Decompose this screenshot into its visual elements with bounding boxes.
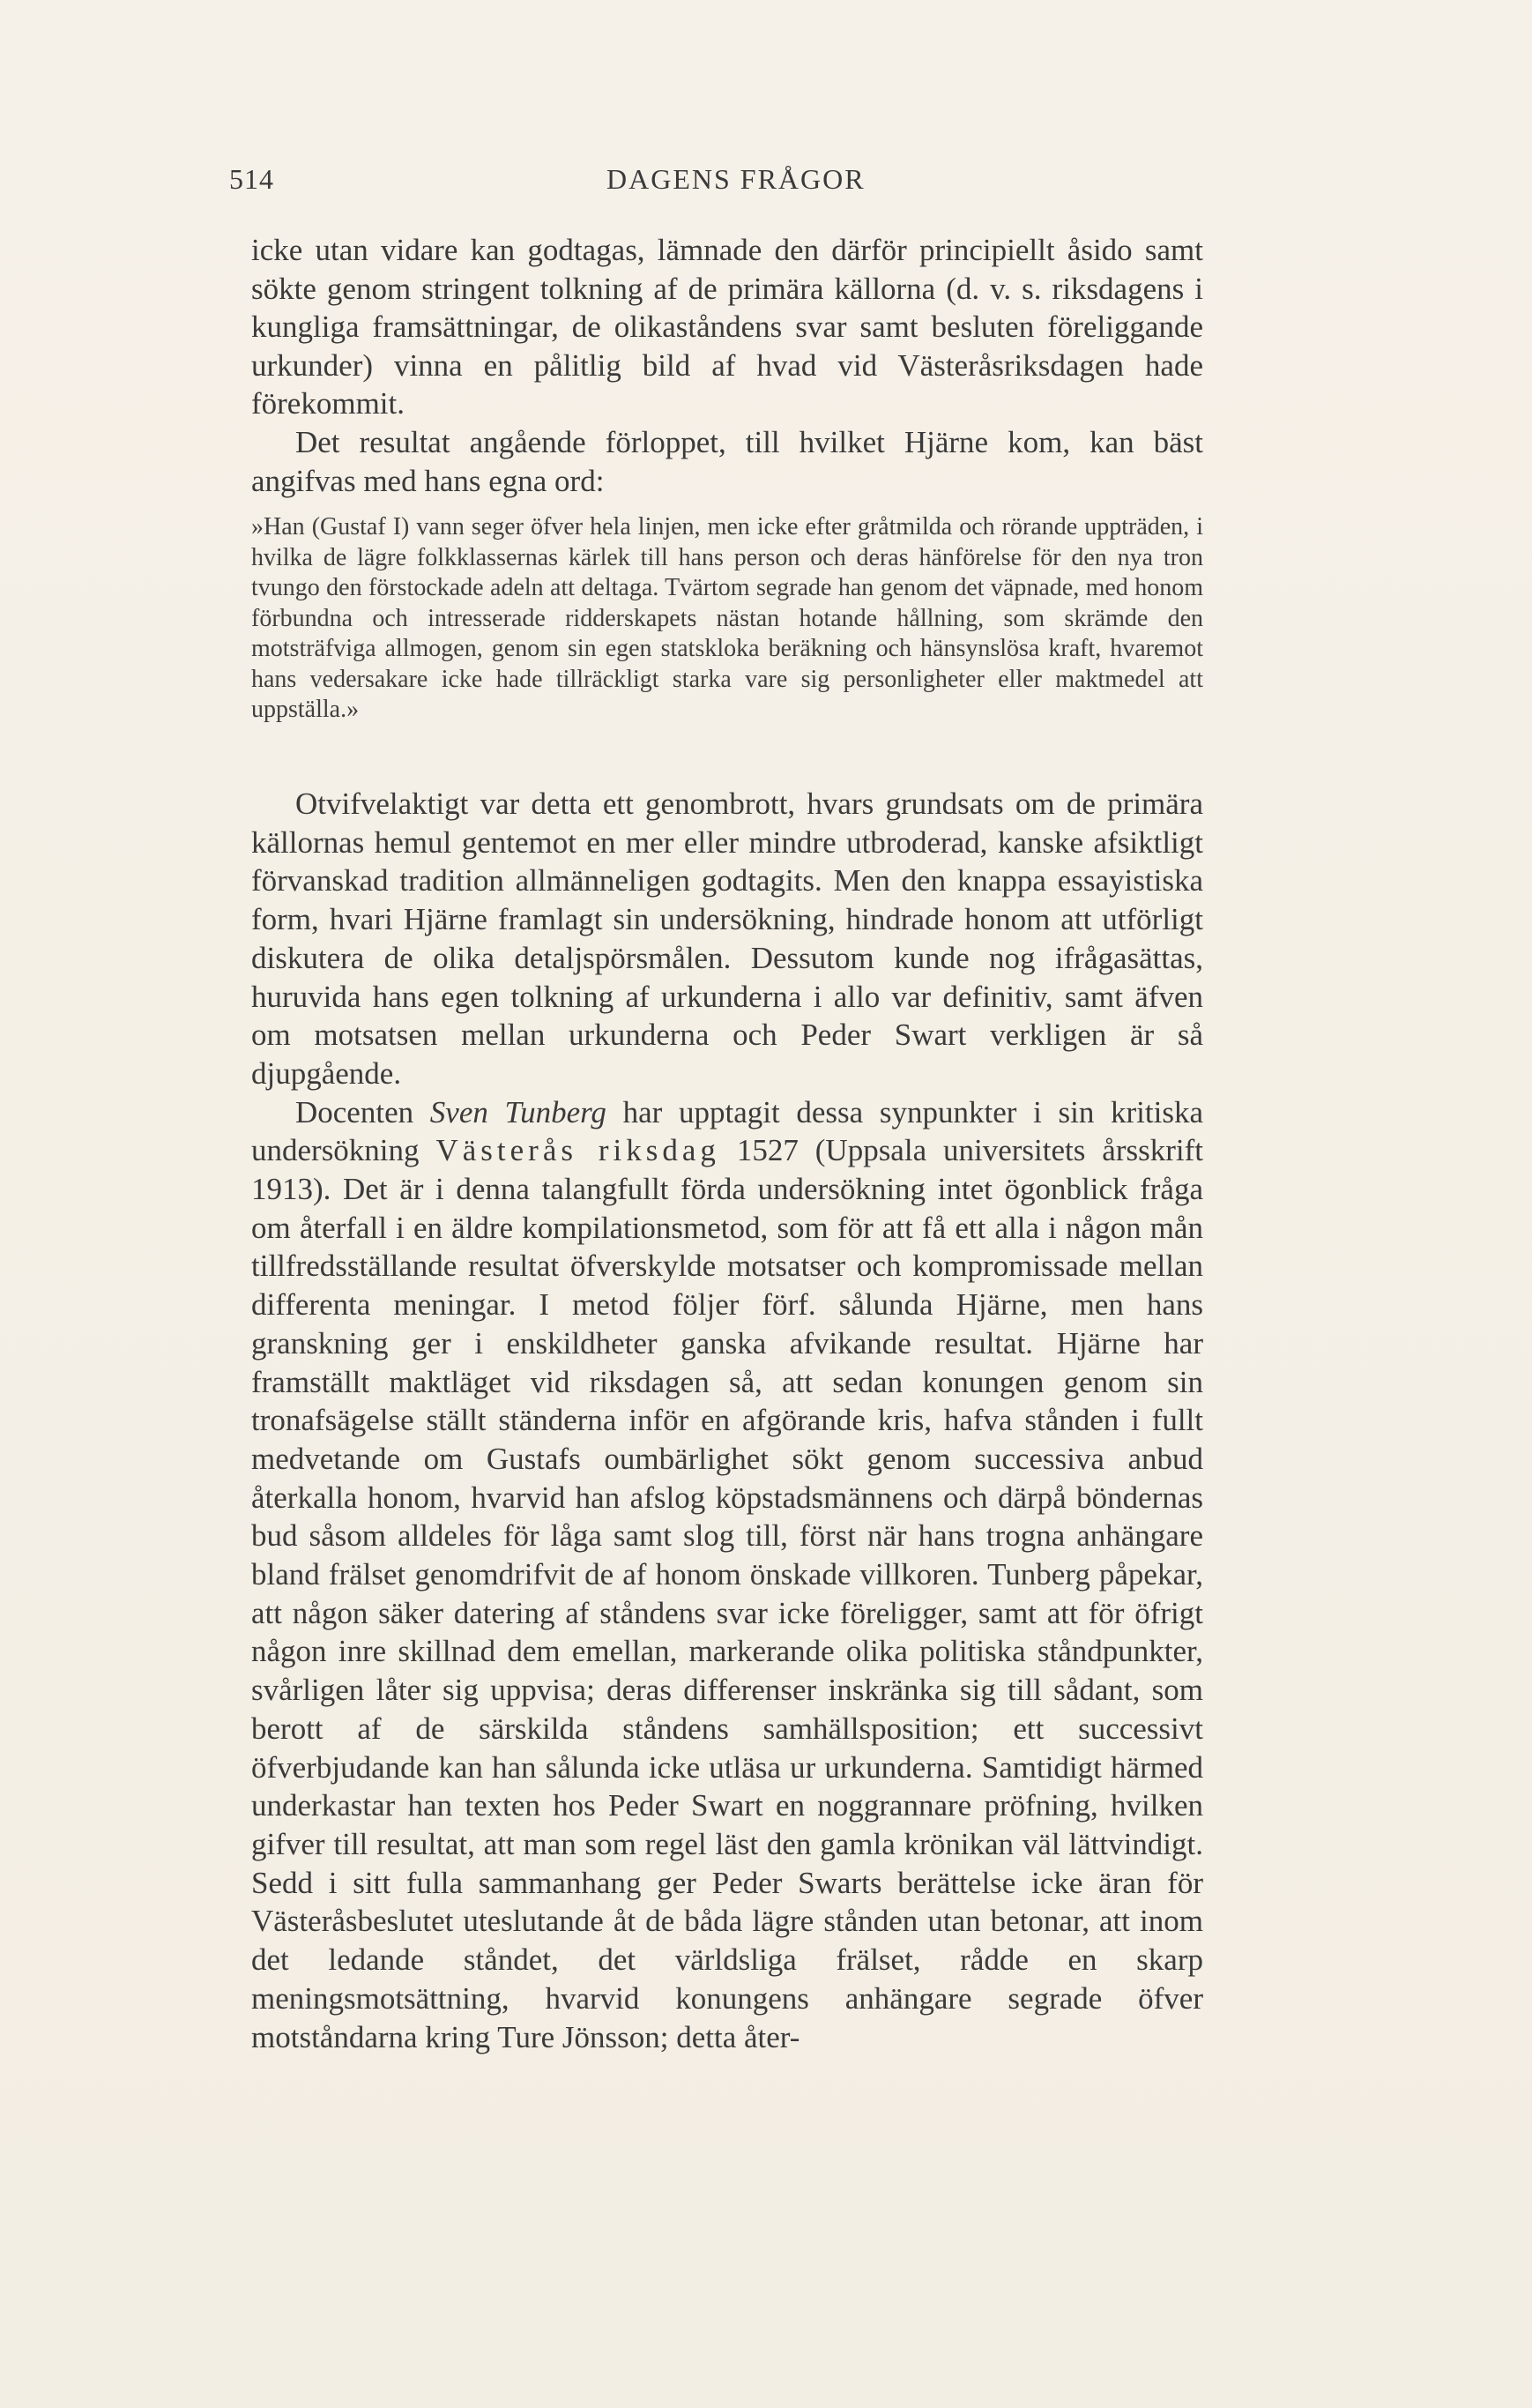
running-title: DAGENS FRÅGOR xyxy=(606,163,866,195)
author-name: Sven Tunberg xyxy=(429,1094,606,1129)
work-title: Västerås riksdag xyxy=(435,1133,720,1168)
block-quote: »Han (Gustaf I) vann seger öfver hela linjen, men icke efter gråtmilda och rörande uppträden, i hvilka de lägre folkklassernas kärlek till hans person och deras hänförelse för den nya tron tvungo den förstockade adeln att deltaga. Tvärtom segrade han genom det väpnade, med honom förbundna och intresserade ridderskapets nästan hotande hållning, som skrämde den motsträfviga allmogen, genom sin egen statskloka beräkning och hänsynslösa kraft, hvaremot hans vedersakare icke hade tillräckligt starka vare sig personligheter eller maktmedel att uppställa.» xyxy=(251,513,1203,724)
intro-text xyxy=(251,231,1203,738)
paragraph-4-start: Docenten xyxy=(295,1094,414,1129)
page-number: 514 xyxy=(229,163,274,195)
paragraph-1: icke utan vidare kan godtagas, lämnade den därför principiellt åsido samt sökte genom stringent tolkning af de primära källorna (d. v. s. riksdagens i kungliga framsättningar, de olikaståndens svar samt besluten föreliggande urkunder) vinna en pålitlig bild af hvad vid Västeråsriksdagen hade förekommit. xyxy=(251,233,1203,421)
page-header xyxy=(229,163,1199,198)
paragraph-4-mid: har upptagit dessa synpunkter i sin kritiska undersökning xyxy=(251,1094,1204,1168)
paragraph-4 xyxy=(251,1093,1203,2057)
paragraph-3: Otvifvelaktigt var detta ett genombrott, hvars grundsats om de primära källornas hemul gentemot en mer eller mindre utbroderad, kanske afsiktligt förvanskad tradition allmänneligen godtagits. Men den knappa essayistiska form, hvari Hjärne framlagt sin undersökning, hindrade honom att utförligt diskutera de olika detaljspörsmålen. Dessutom kunde nog ifrågasättas, huruvida hans egen tolkning af urkunderna i allo var definitiv, samt äfven om motsatsen mellan urkunderna och Peder Swart verkligen är så djupgående. xyxy=(251,787,1203,1091)
paragraph-2: Det resultat angående förloppet, till hvilket Hjärne kom, kan bäst angifvas med hans egna ord: xyxy=(251,424,1203,498)
main-text xyxy=(251,785,1203,2056)
paragraph-4-rest: 1527 (Uppsala universitets årsskrift 1913). Det är i denna talangfullt förda undersökning intet ögonblick fråga om återfall i en äldre kompilationsmetod, som för att få ett alla i någon mån tillfredsställande resultat öfverskylde motsatser och kompromissade mellan differenta meningar. I metod följer förf. sålunda Hjärne, men hans granskning ger i enskildheter ganska afvikande resultat. Hjärne har framställt maktläget vid riksdagen så, att sedan konungen genom sin tronafsägelse ställt ständerna inför en afgörande kris, hafva stånden i fullt medvetande om Gustafs oumbärlighet sökt genom successiva anbud återkalla honom, hvarvid han afslog köpstadsmännens och därpå böndernas bud såsom alldeles för låga samt slog till, först när hans trogna anhängare bland frälset genomdrifvit de af honom önskade villkoren. Tunberg påpekar, att någon säker datering af ståndens svar icke föreligger, samt att för öfrigt någon inre skillnad dem emellan, markerande olika politiska ståndpunkter, svårligen låter sig uppvisa; deras differenser inskränka sig till sådant, som berott af de särskilda ståndens samhällsposition; ett successivt öfverbjudande kan han sålunda icke utläsa ur urkunderna. Samtidigt härmed underkastar han texten hos Peder Swart en noggrannare pröfning, hvilken gifver till resultat, att man som regel läst den gamla krönikan väl lättvindigt. Sedd i sitt fulla sammanhang ger Peder Swarts berättelse icke äran för Västeråsbeslutet uteslutande åt de båda lägre stånden utan betonar, att inom det ledande ståndet, det världsliga frälset, rådde en skarp meningsmotsättning, hvarvid konungens anhängare segrade öfver motståndarna kring Ture Jönsson; detta åter- xyxy=(251,1133,1203,2054)
